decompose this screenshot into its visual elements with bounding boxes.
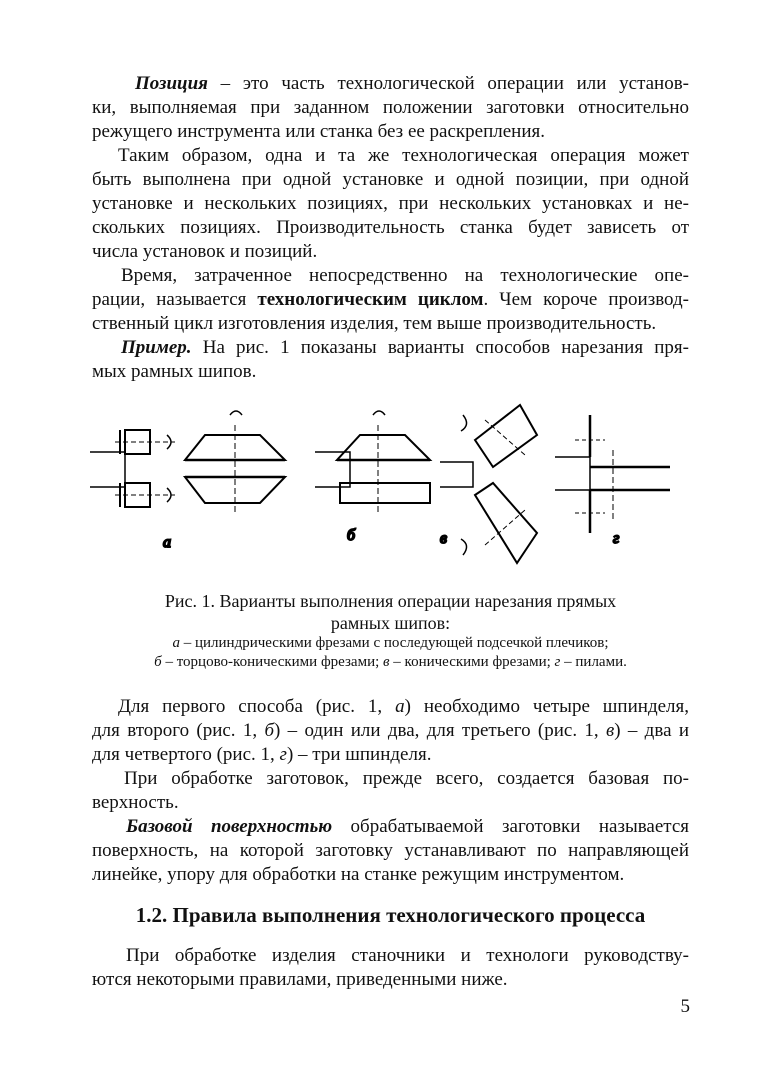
figure-caption-legend: а – цилиндрическими фрезами с последующей подсечкой плечиков; б – торцово-коническими фрезами; в – коническими фрезами; г – пилами. — [154, 635, 627, 670]
paragraph-position-definition: Позиция – это часть технологической операции или установ- ки, выполняемая при заданном положении заготовки относительно режущего инструмента или станка без ее раскрепления. — [92, 73, 690, 142]
variant-a-drawing — [90, 411, 285, 551]
variant-v-drawing — [440, 405, 537, 563]
paragraph-rules-intro: При обработке изделия станочники и технологи руководству- ются некоторыми правилами, приведенными ниже. — [92, 945, 689, 990]
label-g: г — [613, 530, 620, 547]
section-heading: 1.2. Правила выполнения технологического процесса — [135, 903, 646, 927]
label-b: б — [347, 527, 356, 544]
term-example: Пример. — [121, 337, 192, 358]
term-technological-cycle: технологическим циклом — [257, 289, 484, 310]
term-position: Позиция — [135, 73, 208, 94]
paragraph-technological-cycle: Время, затраченное непосредственно на технологические опе- рации, называется технологическим циклом. Чем короче производ- ственный цикл изготовления изделия, тем выше производительность. — [92, 265, 689, 334]
figure-tenon-cutting-variants — [85, 395, 685, 575]
paragraph-base-surface-definition: Базовой поверхностью обрабатываемой заготовки называется поверхность, на которой заготовку устанавливают по направляющей линейке, упору для обработки на станке режущим инструментом. — [92, 816, 690, 885]
page-number: 5 — [680, 996, 690, 1017]
label-v: в — [440, 530, 447, 547]
variant-g-drawing — [555, 415, 670, 547]
variant-b-drawing — [315, 411, 430, 544]
term-base-surface: Базовой поверхностью — [126, 816, 333, 837]
paragraph-base-surface-intro: При обработке заготовок, прежде всего, создается базовая по- верхность. — [92, 768, 689, 813]
figure-caption-title: Рис. 1. Варианты выполнения операции нарезания прямых рамных шипов: — [164, 591, 617, 633]
label-a: а — [163, 534, 171, 551]
paragraph-operation-variants: Таким образом, одна и та же технологическая операция может быть выполнена при одной установке и одной позиции, при одной установке и нескольких позициях, при нескольких установках и не- скольких позициях. Производительность станка будет зависеть от числа установок и позиций. — [92, 145, 689, 262]
paragraph-spindle-count: Для первого способа (рис. 1, а) необходимо четыре шпинделя, для второго (рис. 1, б) – один или два, для третьего (рис. 1, в) – два и для четвертого (рис. 1, г) – три шпинделя. — [92, 696, 690, 765]
paragraph-example: Пример. На рис. 1 показаны варианты способов нарезания пря- мых рамных шипов. — [92, 337, 689, 382]
